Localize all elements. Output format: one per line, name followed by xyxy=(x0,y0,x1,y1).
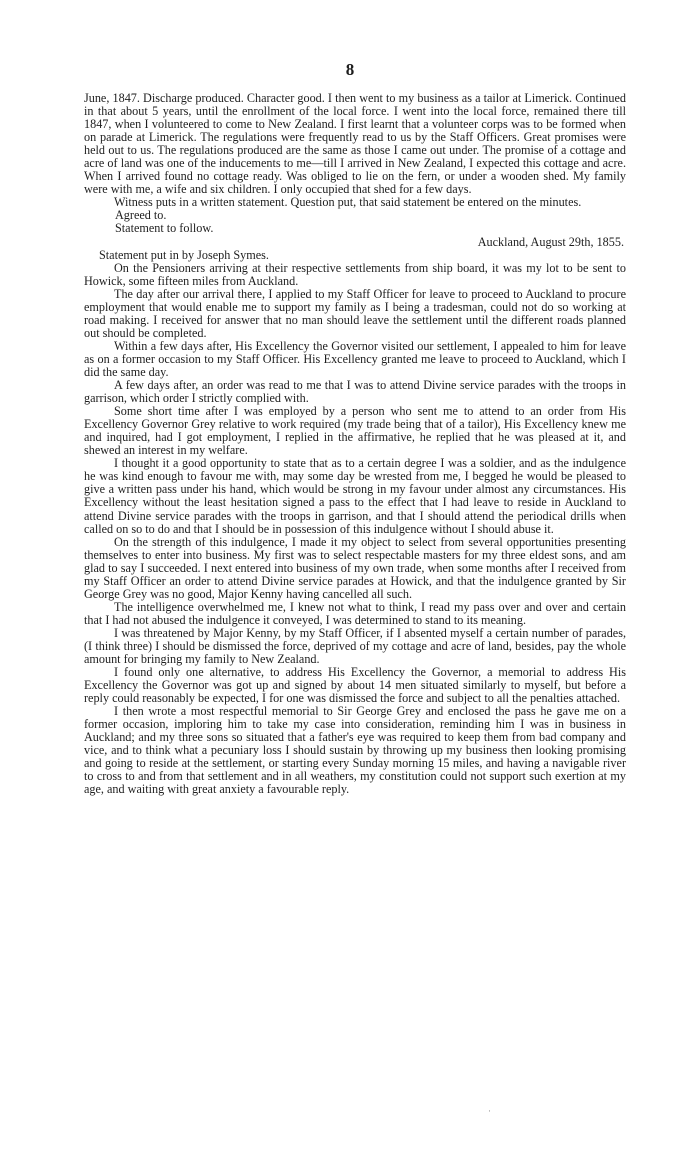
document-body xyxy=(84,92,626,797)
minute-agreed: Agreed to. xyxy=(115,208,167,223)
paragraph: Some short time after I was employed by a person who sent me to attend to an order from His Excellency Governor Grey relative to work required (my trade being that of a tailor), His Excellency knew me and inquired, had I got employment, I replied in the affirmative, he replied that he was pleased at it, and shewed an interest in my welfare. xyxy=(84,404,626,458)
footer-mark: · xyxy=(488,1106,491,1116)
paragraph: I found only one alternative, to address His Excellency the Governor, a memorial to address His Excellency the Governor was got up and signed by about 14 men situated similarly to myself, but before a reply could reasonably be expected, I for one was dismissed the force and subject to all the penalties attached. xyxy=(84,665,626,706)
paragraph: Within a few days after, His Excellency the Governor visited our settlement, I appealed to him for leave as on a former occasion to my Staff Officer. His Excellency granted me leave to proceed to Auckland, which I did the same day. xyxy=(84,338,626,379)
paragraph: I thought it a good opportunity to state that as to a certain degree I was a soldier, and as the indulgence he was kind enough to favour me with, may some day be wrested from me, I begged he would be pleased to give a written pass under his hand, which would be strong in my favour under almost any circumstances. His Excellency without the least hesitation signed a pass to the effect that I had leave to reside in Auckland to attend Divine service parades with the troops in garrison, and that I should attend the periodical drills when called on so to do and that I should be in possession of this indulgence without I should abuse it. xyxy=(84,456,626,536)
paragraph: A few days after, an order was read to me that I was to attend Divine service parades with the troops in garrison, which order I strictly complied with. xyxy=(84,378,626,406)
paragraph-testimony: June, 1847. Discharge produced. Character good. I then went to my business as a tailor at Limerick. Continued in that about 5 years, until the enrollment of the local force. I went into the local force, remained there till 1847, when I volunteered to come to New Zealand. I first learnt that a volunteer corps was to be formed when on parade at Limerick. The regulations were frequently read to us by the Staff Officers. Great promises were held out to us. The regulations produced are the same as those I came out under. The promise of a cottage and acre of land was one of the inducements to me—till I arrived in New Zealand, I expected this cottage and acre. When I arrived found no cottage ready. Was obliged to lie on the fern, or under a wooden shed. My family were with me, a wife and six children. I only occupied that shed for a few days. xyxy=(84,91,626,197)
paragraph: I was threatened by Major Kenny, by my Staff Officer, if I absented myself a certain number of parades, (I think three) I should be dismissed the force, deprived of my cottage and acre of land, besides, pay the whole amount for bringing my family to New Zealand. xyxy=(84,625,626,667)
dateline: Auckland, August 29th, 1855. xyxy=(477,234,624,249)
minute-statement-follow: Statement to follow. xyxy=(115,221,214,236)
page-number: 8 xyxy=(345,60,355,79)
paragraph: I then wrote a most respectful memorial to Sir George Grey and enclosed the pass he gave me on a former occasion, imploring him to take my case into consideration, reminding him I was in business in Auckland; and my three sons so situated that a father's eye was required to keep them from bad company and vice, and to think what a pecuniary loss I should sustain by throwing up my business then looking promising and going to reside at the settlement, or starting every Sunday morning 15 miles, and having a navigable river to cross to and from that settlement and in all weathers, my constitution could not support such exertion at my age, and waiting with great anxiety a favourable reply. xyxy=(84,704,626,797)
statement-heading: Statement put in by Joseph Symes. xyxy=(99,247,269,262)
paragraph: On the Pensioners arriving at their respective settlements from ship board, it was my lot to be sent to Howick, some fifteen miles from Auckland. xyxy=(84,260,626,288)
paragraph: The intelligence overwhelmed me, I knew not what to think, I read my pass over and over and certain that I had not abused the indulgence it conveyed, I was determined to stand to its meaning. xyxy=(84,599,626,627)
paragraph: On the strength of this indulgence, I made it my object to select from several opportunities presenting themselves to enter into business. My first was to select respectable masters for my three eldest sons, and am glad to say I succeeded. I next entered into business of my own trade, when some months after I received from my Staff Officer an order to attend Divine service parades at Howick, and that the indulgence granted by Sir George Grey was no good, Major Kenny having cancelled all such. xyxy=(84,534,626,601)
paragraph-witness-statement: Witness puts in a written statement. Question put, that said statement be entered on the minutes. xyxy=(114,195,582,210)
paragraph: The day after our arrival there, I applied to my Staff Officer for leave to proceed to Auckland to procure employment that would enable me to support my family as I being a tradesman, could not do so working at road making. I received for answer that no man should leave the settlement until the different roads planned out should be completed. xyxy=(84,286,626,340)
